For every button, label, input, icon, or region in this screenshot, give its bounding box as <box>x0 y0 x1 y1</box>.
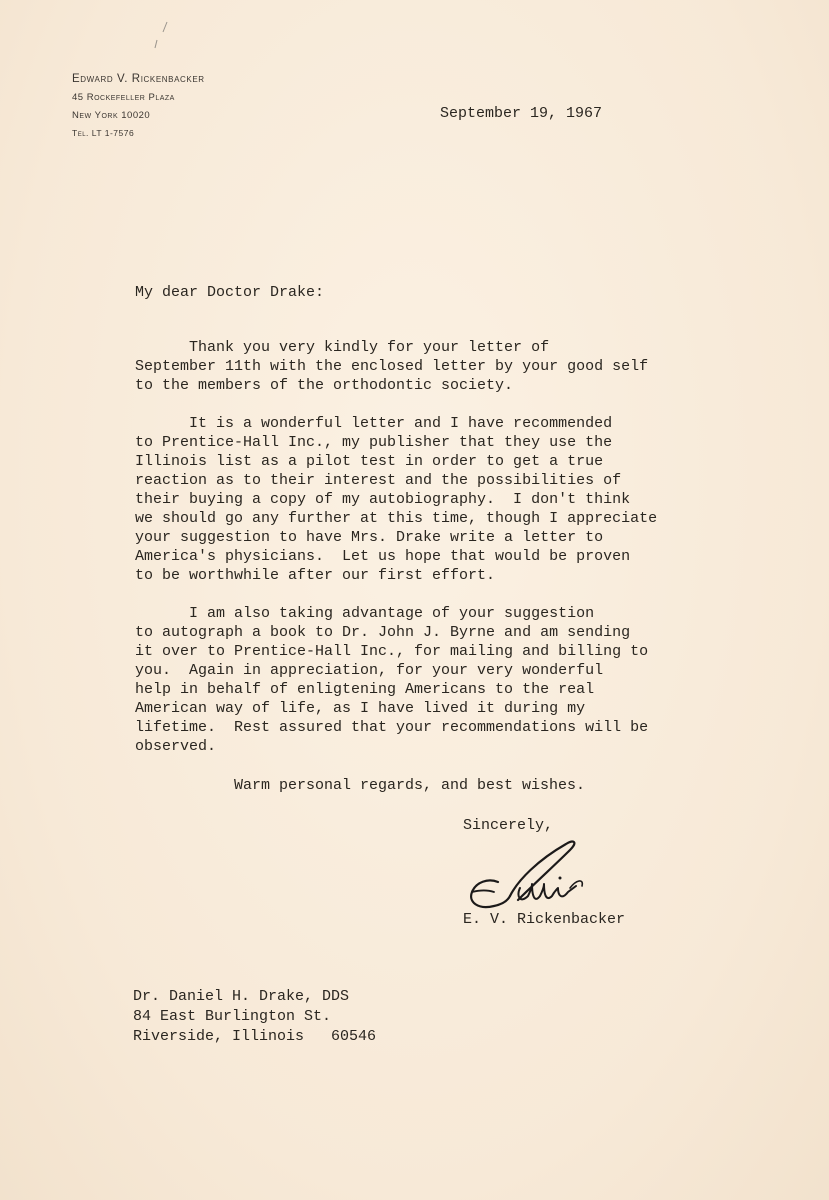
paragraph-line: It is a wonderful letter and I have recommended <box>135 415 613 432</box>
paragraph-line: it over to Prentice-Hall Inc., for mailing and billing to <box>135 643 649 660</box>
letterhead-name: Edward V. Rickenbacker <box>72 73 205 85</box>
signer-name: E. V. Rickenbacker <box>463 911 626 928</box>
closing-line: Warm personal regards, and best wishes. <box>234 777 586 794</box>
letterhead-address: 45 Rockefeller Plaza <box>72 92 175 103</box>
recipient-line-2: 84 East Burlington St. <box>133 1008 332 1025</box>
paragraph-line: I am also taking advantage of your suggestion <box>135 605 595 622</box>
paragraph-line: you. Again in appreciation, for your very wonderful <box>135 662 604 679</box>
paragraph-line: September 11th with the enclosed letter by your good self <box>135 358 649 375</box>
recipient-line-1: Dr. Daniel H. Drake, DDS <box>133 988 350 1005</box>
paragraph-line: reaction as to their interest and the possibilities of <box>135 472 622 489</box>
recipient-line-3: Riverside, Illinois 60546 <box>133 1028 377 1045</box>
paragraph-line: to Prentice-Hall Inc., my publisher that they use the <box>135 434 613 451</box>
paragraph-line: your suggestion to have Mrs. Drake write a letter to <box>135 529 604 546</box>
paragraph-line: to the members of the orthodontic society. <box>135 377 514 394</box>
paragraph-line: American way of life, as I have lived it during my <box>135 700 586 717</box>
paragraph-line: to be worthwhile after our first effort. <box>135 567 496 584</box>
paragraph-line: to autograph a book to Dr. John J. Byrne and am sending <box>135 624 631 641</box>
sign-off: Sincerely, <box>463 817 554 834</box>
paragraph-line: lifetime. Rest assured that your recommendations will be <box>135 719 649 736</box>
letter-date: September 19, 1967 <box>440 105 603 122</box>
paragraph-line: their buying a copy of my autobiography. I don't think <box>135 491 631 508</box>
body-paragraph-3 <box>135 604 648 756</box>
recipient-address <box>133 987 376 1047</box>
handwritten-signature <box>458 830 598 915</box>
letterhead <box>72 72 205 140</box>
paragraph-line: Thank you very kindly for your letter of <box>135 339 550 356</box>
paragraph-line: America's physicians. Let us hope that would be proven <box>135 548 631 565</box>
paragraph-line: we should go any further at this time, though I appreciate <box>135 510 658 527</box>
paragraph-line: observed. <box>135 738 217 755</box>
paragraph-line: Illinois list as a pilot test in order to get a true <box>135 453 604 470</box>
salutation: My dear Doctor Drake: <box>135 284 325 301</box>
letterhead-phone: Tel. LT 1-7576 <box>72 128 135 138</box>
body-paragraph-1 <box>135 338 648 395</box>
pencil-marks <box>145 18 175 58</box>
body-paragraph-2 <box>135 414 657 585</box>
letterhead-city: New York 10020 <box>72 110 151 121</box>
paragraph-line: help in behalf of enligtening Americans to the real <box>135 681 595 698</box>
